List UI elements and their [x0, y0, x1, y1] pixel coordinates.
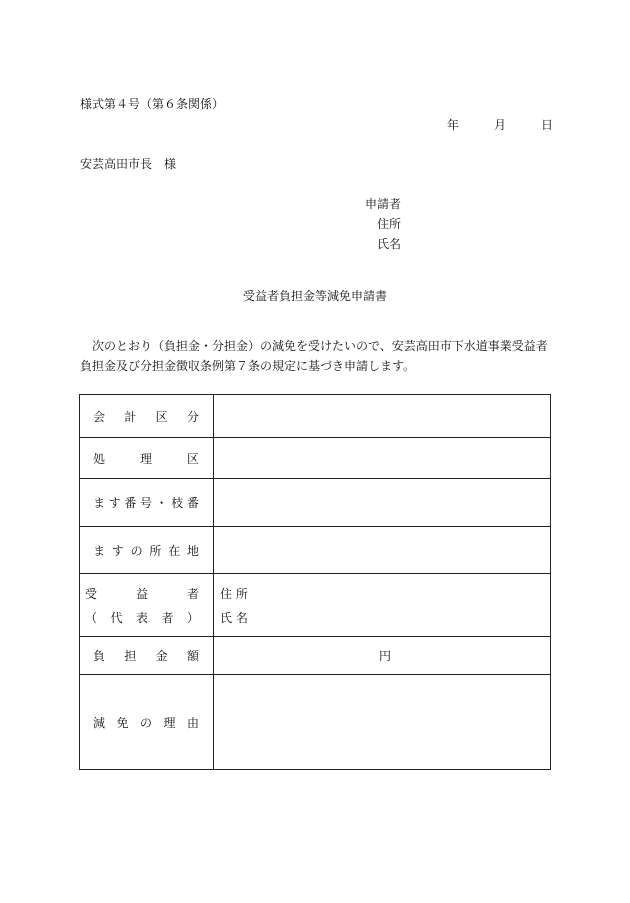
row-value[interactable] [214, 395, 551, 438]
date-year: 年 [447, 118, 460, 132]
label-char: 地 [186, 543, 199, 558]
label-char: す [108, 496, 121, 510]
amount-value[interactable]: 円 [214, 637, 551, 675]
label-char: 担 [124, 649, 137, 663]
row-value[interactable] [214, 527, 551, 574]
label-char: 会 [93, 409, 106, 424]
addressee: 安芸高田市長 様 [80, 157, 177, 171]
label-char: 番 [124, 496, 137, 510]
beneficiary-address-label: 住 所 [220, 586, 248, 601]
table-row [80, 438, 551, 479]
row-value[interactable] [214, 574, 551, 637]
row-label [80, 395, 214, 438]
label-char: の [139, 715, 152, 730]
body-text: 次のとおり（負担金・分担金）の減免を受けたいので、安芸高田市下水道事業受益者負担金及び分担金徴収条例第７条の規定に基づき申請します。 [80, 339, 548, 373]
row-label [80, 479, 214, 527]
applicant-name-label: 氏名 [376, 237, 401, 251]
table-row [80, 479, 551, 527]
label-char: 金 [155, 649, 168, 663]
row-label-text [80, 494, 213, 511]
label-char: ま [93, 543, 106, 558]
label-char: 計 [124, 409, 137, 424]
label-char: 免 [116, 715, 129, 730]
document-title: 受益者負担金等減免申請書 [242, 289, 387, 303]
table-row [80, 675, 551, 770]
row-value[interactable] [214, 675, 551, 770]
label-char: ま [93, 496, 106, 510]
label-char: 区 [155, 409, 168, 424]
row-label [80, 438, 214, 479]
application-table [79, 394, 551, 770]
row-label-text [80, 609, 213, 626]
label-char: 益 [135, 586, 148, 601]
beneficiary-name-label: 氏 名 [220, 610, 248, 625]
row-label [80, 574, 214, 637]
row-label-text [80, 450, 213, 467]
label-char: 由 [186, 715, 199, 730]
form-number: 様式第４号（第６条関係） [80, 97, 225, 111]
row-label-text [80, 408, 213, 425]
row-label-text [80, 647, 213, 664]
row-label-text [80, 585, 213, 602]
label-char: 受 [85, 586, 98, 601]
label-char: 減 [93, 715, 106, 730]
table-row [80, 527, 551, 574]
label-char: 号 [139, 496, 152, 510]
label-char: 枝 [171, 496, 184, 510]
label-char: ） [186, 610, 199, 625]
date-month: 月 [494, 118, 507, 132]
row-value[interactable] [214, 438, 551, 479]
label-char: 者 [186, 586, 199, 601]
label-char: 在 [168, 543, 181, 558]
row-label [80, 527, 214, 574]
row-label-text [80, 542, 213, 559]
applicant-address-label: 住所 [376, 217, 401, 231]
label-char: す [111, 543, 124, 558]
label-char: 区 [186, 451, 199, 466]
applicant-block [365, 197, 401, 257]
label-char: の [130, 543, 143, 558]
label-char: 者 [161, 610, 174, 625]
table-row [80, 574, 551, 637]
label-char: 代 [110, 610, 123, 625]
label-char: 表 [135, 610, 148, 625]
label-char: （ [85, 610, 98, 625]
row-label-text [80, 714, 213, 731]
table-row [80, 637, 551, 675]
label-char: 理 [139, 451, 152, 466]
label-char: 額 [186, 649, 199, 663]
table-row [80, 395, 551, 438]
label-char: ・ [155, 496, 168, 510]
label-char: 所 [149, 543, 162, 558]
label-char: 処 [93, 451, 106, 466]
label-char: 理 [163, 715, 176, 730]
row-label [80, 637, 214, 675]
label-char: 分 [186, 409, 199, 424]
label-char: 番 [186, 496, 199, 510]
label-char: 負 [93, 649, 106, 663]
row-value[interactable] [214, 479, 551, 527]
date-day: 日 [541, 118, 554, 132]
applicant-label: 申請者 [365, 197, 402, 211]
row-label [80, 675, 214, 770]
